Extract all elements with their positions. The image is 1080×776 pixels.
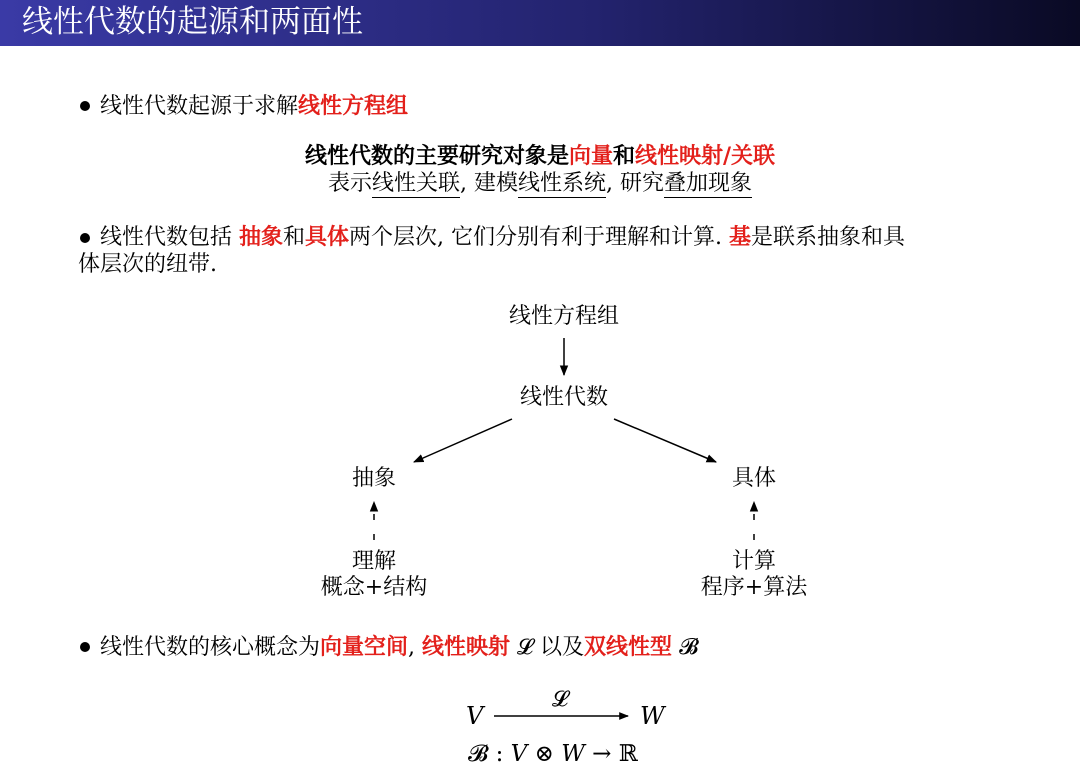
b3-bilinear-form: 双线性型 — [584, 634, 673, 660]
b2-basis: 基 — [729, 224, 752, 250]
f2-otimes: ⊗ — [534, 741, 554, 767]
diagram-node-equations: 线性方程组 — [508, 304, 619, 329]
ks1-and: 和 — [612, 143, 635, 169]
f2-to: → — [592, 741, 612, 767]
b3-f: 以及 — [533, 635, 585, 660]
ks1-linear-map: 线性映射 — [634, 143, 723, 169]
diagram-node-linear-algebra: 线性代数 — [519, 385, 608, 410]
formula-V: V — [466, 702, 484, 730]
b2-a: 线性代数包括 — [100, 225, 239, 250]
formula-L-label: 𝓛 — [552, 687, 568, 712]
bullet-2-line-2: 体层次的纽带. — [78, 252, 217, 277]
ks1-a: 线性代数的主要研究对象是 — [304, 143, 569, 169]
ks2-linear-relation: 线性关联 — [371, 171, 460, 196]
b3-a: 线性代数的核心概念为 — [100, 635, 321, 660]
diagram-node-compute: 计算 — [731, 549, 776, 574]
b2-g: 是联系抽象和具 — [751, 225, 906, 250]
bullet-3-marker — [80, 642, 90, 652]
ks2-e: , 研究 — [606, 171, 665, 196]
b2-e: 两个层次, 它们分别有利于理解和计算. — [349, 225, 730, 250]
f2-W: W — [561, 741, 585, 767]
f2-colon: : — [495, 741, 504, 767]
diagram-node-program-algorithm: 程序+算法 — [700, 575, 808, 600]
b3-c: , — [408, 635, 423, 660]
ks1-relation: 关联 — [731, 143, 776, 169]
diagram-node-concept-structure: 概念+结构 — [320, 575, 428, 600]
diagram-node-understand: 理解 — [351, 549, 396, 574]
b2-and: 和 — [283, 225, 306, 250]
page-title: 线性代数的起源和两面性 — [22, 4, 363, 40]
f2-R: ℝ — [618, 741, 638, 767]
ks2-linear-system: 线性系统 — [518, 171, 607, 196]
diagram-node-concrete: 具体 — [731, 466, 776, 491]
ks2-superposition: 叠加现象 — [664, 171, 753, 196]
bullet-1-highlight: 线性方程组 — [298, 93, 409, 119]
formula-line-2 — [468, 740, 638, 768]
b3-linear-map: 线性映射 — [422, 634, 511, 660]
arrow-algebra-to-concrete — [614, 419, 716, 462]
b3-L: 𝓛 — [517, 635, 534, 660]
b2-concrete: 具体 — [305, 224, 350, 250]
f2-V: V — [510, 741, 528, 767]
b2-abstract: 抽象 — [239, 224, 284, 250]
ks2-c: , 建模 — [460, 171, 518, 196]
bullet-3-text — [100, 633, 698, 662]
formula-W: W — [640, 702, 665, 730]
b3-B: 𝓑 — [679, 635, 699, 660]
f2-B: 𝓑 — [468, 741, 489, 767]
bullet-1-pre: 线性代数起源于求解 — [100, 94, 299, 119]
b3-vector-space: 向量空间 — [320, 634, 409, 660]
ks2-a: 表示 — [327, 171, 372, 196]
arrow-algebra-to-abstract — [414, 419, 512, 462]
ks1-slash: / — [723, 143, 732, 169]
diagram-node-abstract: 抽象 — [351, 466, 396, 491]
ks1-vector: 向量 — [568, 143, 613, 169]
